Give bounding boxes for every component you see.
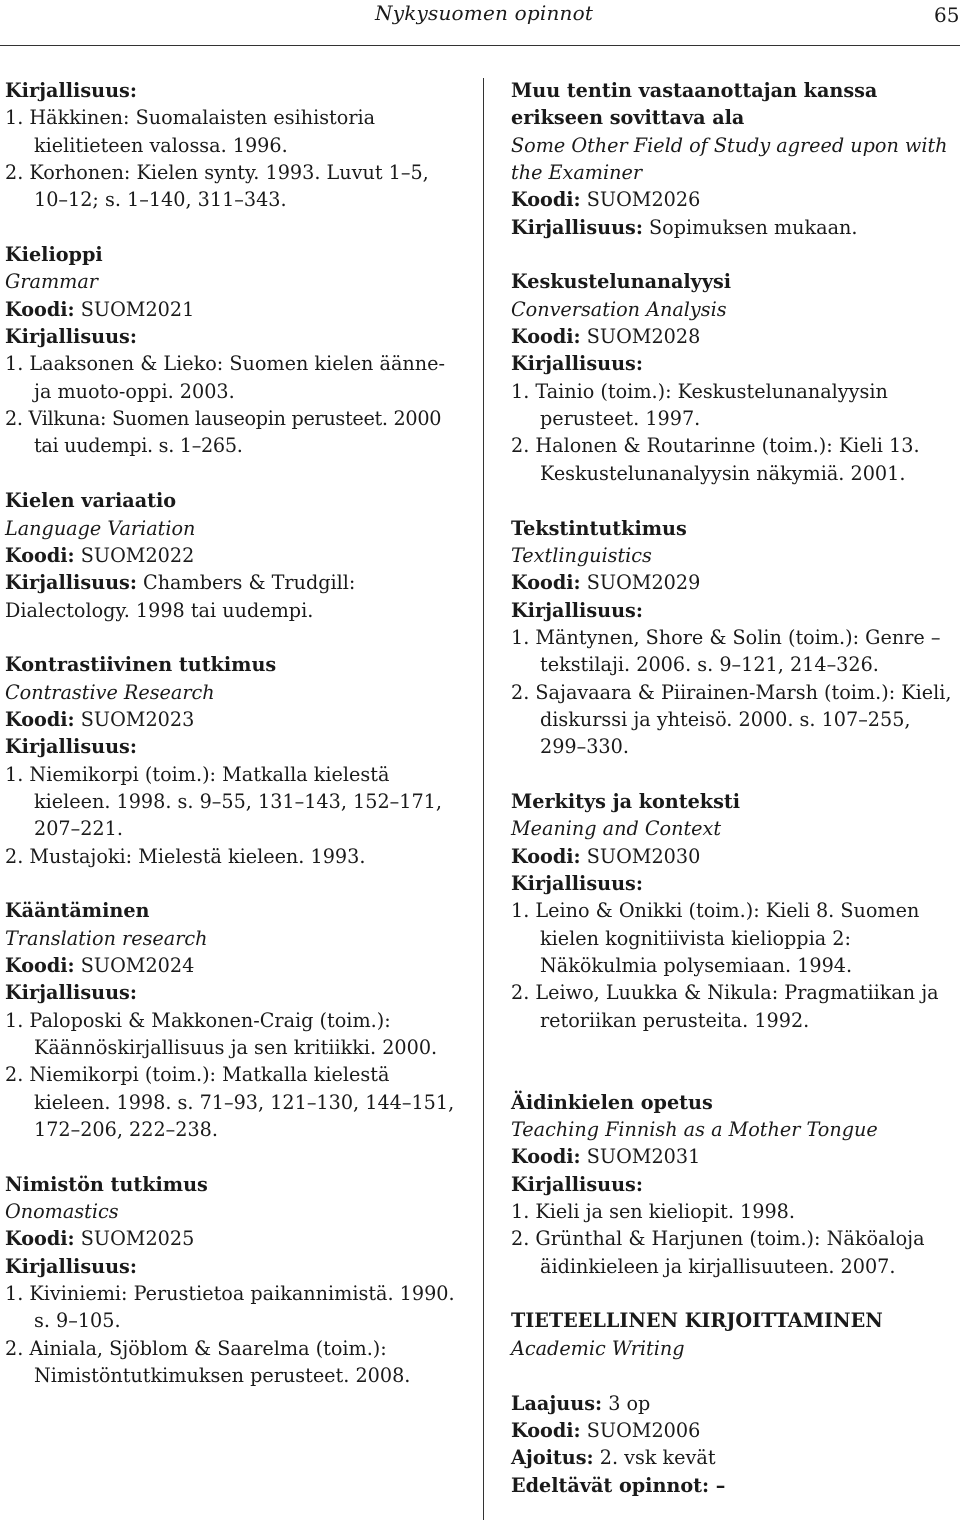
section-intro-literature — [5, 77, 455, 214]
course-tieteellinen-kirjoittaminen — [511, 1307, 957, 1498]
literature-label: Kirjallisuus: — [511, 215, 643, 239]
timing-value: 2. vsk kevät — [599, 1446, 716, 1470]
course-code: SUOM2026 — [586, 188, 701, 212]
course-kielioppi — [5, 241, 455, 460]
reference-item: 1. Kiviniemi: Perustietoa paikannimistä. 1990. s. 9–105. — [5, 1282, 455, 1333]
reference-item: 2. Korhonen: Kielen synty. 1993. Luvut 1–5, 10–12; s. 1–140, 311–343. — [5, 161, 429, 212]
credits-label: Laajuus: — [511, 1391, 603, 1415]
course-subtitle: Meaning and Context — [511, 817, 722, 841]
course-subtitle: Grammar — [5, 270, 98, 294]
code-label: Koodi: — [5, 954, 75, 977]
credits-line — [511, 1390, 957, 1417]
course-nimiston-tutkimus — [5, 1171, 455, 1390]
course-subtitle: Conversation Analysis — [511, 297, 727, 321]
literature-label: Kirjallisuus: — [511, 352, 643, 376]
course-keskustelunanalyysi — [511, 268, 957, 487]
course-title: Kielioppi — [5, 243, 103, 267]
code-label: Koodi: — [511, 325, 581, 349]
left-column — [5, 77, 455, 1390]
code-label: Koodi: — [511, 1418, 581, 1442]
literature-text: Chambers & Trudgill: Dialectology. 1998 tai uudempi. — [5, 571, 356, 622]
course-tekstintutkimus — [511, 515, 957, 761]
code-label: Koodi: — [5, 1227, 75, 1251]
course-code-line — [5, 296, 455, 323]
timing-line — [511, 1444, 957, 1471]
code-label: Koodi: — [511, 844, 581, 868]
reference-item: 1. Laaksonen & Lieko: Suomen kielen äänne- ja muoto-oppi. 2003. — [5, 352, 445, 403]
course-subtitle: Textlinguistics — [511, 543, 652, 567]
course-code: SUOM2031 — [586, 1145, 701, 1169]
code-label: Koodi: — [511, 571, 581, 595]
spacer — [511, 1061, 957, 1088]
course-code: SUOM2006 — [586, 1418, 701, 1442]
literature-text: Sopimuksen mukaan. — [649, 215, 858, 239]
course-code-line — [511, 1143, 957, 1170]
code-label: Koodi: — [5, 707, 75, 731]
course-code-line — [5, 952, 455, 979]
course-code: SUOM2025 — [80, 1227, 195, 1251]
credits-value: 3 op — [608, 1391, 651, 1415]
literature-label: Kirjallisuus: — [5, 981, 137, 1005]
literature-label: Kirjallisuus: — [511, 1172, 643, 1196]
reference-item: 2. Vilkuna: Suomen lauseopin perusteet. 2000 tai uudempi. s. 1–265. — [5, 407, 442, 458]
literature-label: Kirjallisuus: — [5, 325, 137, 349]
course-kontrastiivinen-tutkimus — [5, 651, 455, 870]
reference-item: 2. Ainiala, Sjöblom & Saarelma (toim.): Nimistöntutkimuksen perusteet. 2008. — [5, 1336, 411, 1388]
literature-label: Kirjallisuus: — [5, 735, 137, 759]
reference-item: 1. Mäntynen, Shore & Solin (toim.): Genre – tekstilaji. 2006. s. 9–121, 214–326. — [511, 625, 941, 677]
course-code-line — [5, 542, 455, 569]
course-kaantaminen — [5, 897, 455, 1143]
timing-label: Ajoitus: — [511, 1446, 594, 1470]
literature-label: Kirjallisuus: — [5, 79, 137, 102]
course-aidinkielen-opetus — [511, 1089, 957, 1280]
code-label: Koodi: — [511, 188, 581, 212]
prerequisites-line: Edeltävät opinnot: – — [511, 1473, 726, 1497]
literature-label: Kirjallisuus: — [511, 871, 643, 895]
code-label: Koodi: — [511, 1145, 581, 1169]
course-code: SUOM2029 — [586, 571, 701, 595]
course-code-line — [511, 1417, 957, 1444]
reference-item: 1. Kieli ja sen kieliopit. 1998. — [511, 1200, 795, 1224]
literature-label: Kirjallisuus: — [5, 571, 137, 595]
reference-item: 2. Niemikorpi (toim.): Matkalla kielestä kieleen. 1998. s. 71–93, 121–130, 144–151, 172–206, 222–238. — [5, 1063, 455, 1142]
course-code-line — [511, 843, 957, 870]
literature-line — [511, 214, 957, 241]
course-code: SUOM2022 — [80, 543, 195, 567]
course-title: Tekstintutkimus — [511, 516, 687, 540]
course-title: TIETEELLINEN KIRJOITTAMINEN — [511, 1309, 883, 1333]
reference-item: 1. Paloposki & Makkonen-Craig (toim.): Käännöskirjallisuus ja sen kritiikki. 2000. — [5, 1008, 438, 1060]
header-rule — [0, 45, 960, 46]
course-subtitle: Academic Writing — [511, 1336, 685, 1360]
course-subtitle: Onomastics — [5, 1200, 119, 1224]
code-label: Koodi: — [5, 543, 75, 567]
course-subtitle: Teaching Finnish as a Mother Tongue — [511, 1118, 878, 1142]
literature-line — [5, 569, 455, 624]
course-code: SUOM2021 — [80, 297, 195, 321]
course-subtitle: Language Variation — [5, 516, 196, 540]
course-title: Äidinkielen opetus — [511, 1090, 713, 1114]
course-kielen-variaatio — [5, 487, 455, 624]
course-code-line — [511, 569, 957, 596]
course-code-line — [511, 186, 957, 213]
course-title: Keskustelunanalyysi — [511, 270, 732, 294]
running-header-title: Nykysuomen opinnot — [375, 1, 594, 25]
course-title: Kääntäminen — [5, 899, 150, 923]
reference-item: 2. Halonen & Routarinne (toim.): Kieli 13. Keskustelunanalyysin näkymiä. 2001. — [511, 434, 920, 485]
right-column — [511, 77, 957, 1499]
reference-item: 2. Grünthal & Harjunen (toim.): Näköaloja äidinkieleen ja kirjallisuuteen. 2007. — [511, 1227, 925, 1278]
spacer — [511, 1362, 957, 1389]
reference-item: 1. Tainio (toim.): Keskustelunanalyysin perusteet. 1997. — [511, 379, 888, 431]
course-title: Kielen variaatio — [5, 489, 177, 513]
reference-item: 2. Leiwo, Luukka & Nikula: Pragmatiikan ja retoriikan perusteita. 1992. — [511, 981, 939, 1032]
course-merkitys-ja-konteksti — [511, 788, 957, 1034]
code-label: Koodi: — [5, 297, 75, 321]
course-title: Muu tentin vastaanottajan kanssa erikseen sovittava ala — [511, 79, 878, 130]
literature-label: Kirjallisuus: — [5, 1254, 137, 1278]
course-code: SUOM2030 — [586, 844, 701, 868]
page-number: 65 — [934, 3, 960, 27]
course-code: SUOM2023 — [80, 707, 195, 731]
course-subtitle: Translation research — [5, 926, 208, 950]
course-code-line — [5, 706, 455, 733]
course-code: SUOM2028 — [586, 325, 701, 349]
course-code-line — [5, 1225, 455, 1252]
reference-item: 1. Leino & Onikki (toim.): Kieli 8. Suomen kielen kognitiivista kielioppia 2: Näkökulmia polysemiaan. 1994. — [511, 899, 920, 977]
course-title: Nimistön tutkimus — [5, 1172, 208, 1196]
reference-item: 1. Häkkinen: Suomalaisten esihistoria kielitieteen valossa. 1996. — [5, 106, 376, 157]
course-subtitle: Some Other Field of Study agreed upon with the Examiner — [511, 133, 948, 185]
course-code-line — [511, 323, 957, 350]
reference-item: 1. Niemikorpi (toim.): Matkalla kielestä kieleen. 1998. s. 9–55, 131–143, 152–171, 207–221. — [5, 762, 442, 841]
reference-item: 2. Sajavaara & Piirainen-Marsh (toim.): Kieli, diskurssi ja yhteisö. 2000. s. 107–255, 299–330. — [511, 680, 952, 759]
course-subtitle: Contrastive Research — [5, 680, 215, 704]
course-title: Merkitys ja konteksti — [511, 789, 741, 813]
course-muu-ala — [511, 77, 957, 241]
column-divider — [483, 78, 484, 1520]
course-code: SUOM2024 — [80, 954, 195, 977]
reference-item: 2. Mustajoki: Mielestä kieleen. 1993. — [5, 844, 366, 868]
course-title: Kontrastiivinen tutkimus — [5, 653, 277, 677]
literature-label: Kirjallisuus: — [511, 598, 643, 622]
